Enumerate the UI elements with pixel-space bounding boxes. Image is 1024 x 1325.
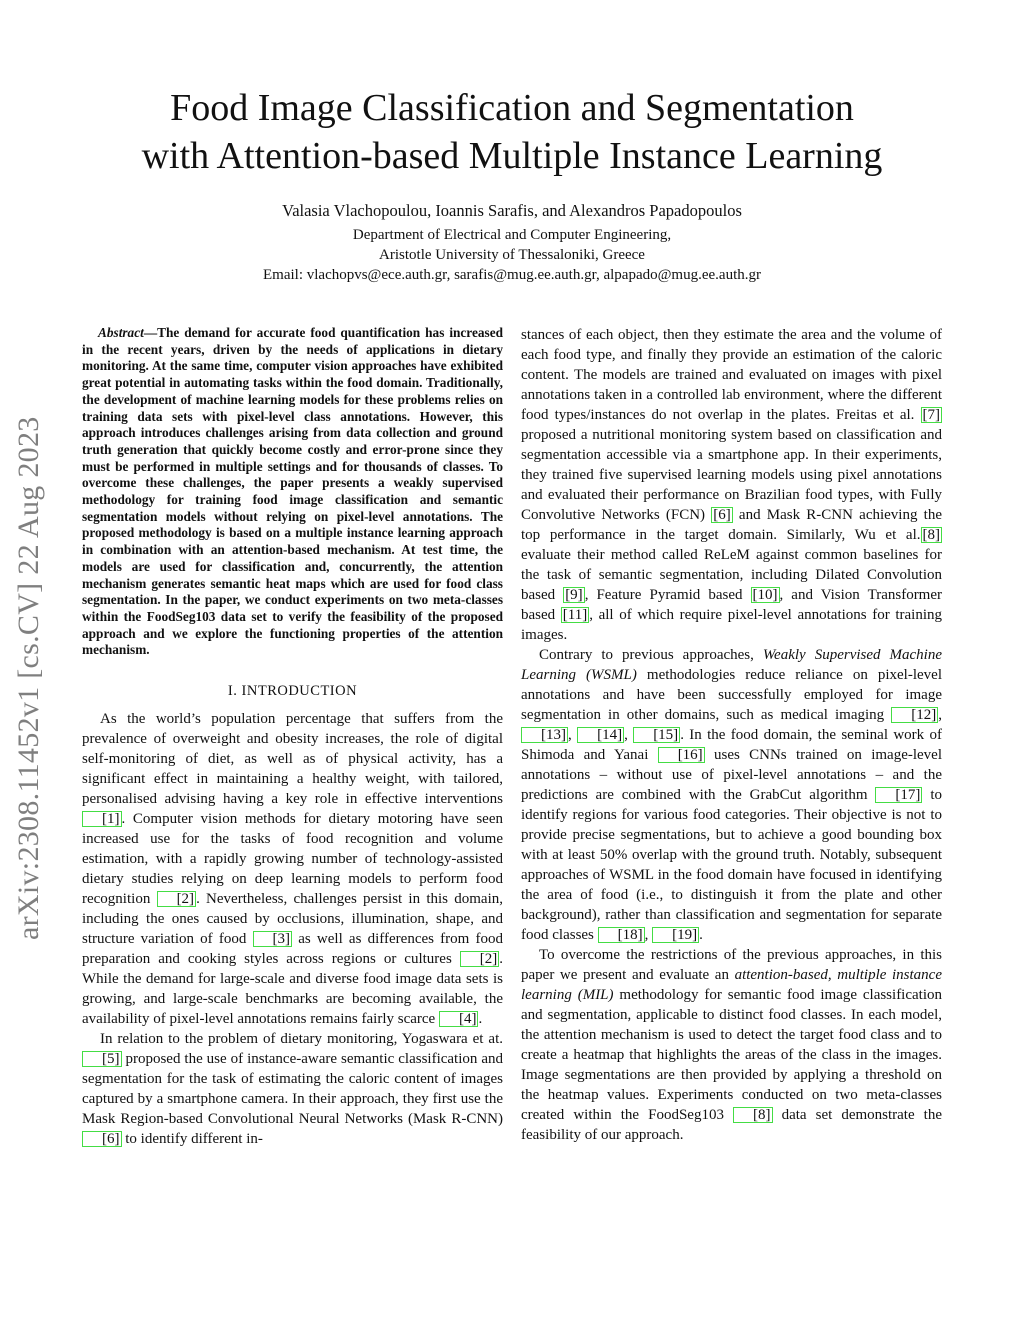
citation-link[interactable]: [18] (598, 927, 645, 943)
abstract-label: Abstract (98, 325, 144, 340)
intro-paragraph-1 (82, 709, 503, 1029)
text-run: to identify different in- (121, 1131, 263, 1148)
text-run: In relation to the problem of dietary monitoring, Yogaswara et at. (100, 1031, 503, 1048)
intro-paragraph-2-continued (521, 325, 942, 645)
text-run: proposed the use of instance-aware semantic classification and segmentation for the task of estimating the caloric content of images captured by a smartphone camera. In their approach, they first use the Mask Region-based Convolutional Neural Networks (Mask R-CNN) (82, 1051, 503, 1128)
intro-paragraph-2 (82, 1029, 503, 1149)
text-run: methodologies reduce reliance on pixel-level annotations and have been successfully employed for image segmentation in other domains, such as medical imaging (521, 667, 942, 723)
citation-link[interactable]: [3] (253, 931, 293, 947)
intro-paragraph-3 (521, 645, 942, 945)
affiliation-university: Aristotle University of Thessaloniki, Greece (379, 247, 645, 263)
text-run: . Nevertheless, challenges persist in this domain, including the ones caused by occlusions, illumination, shape, and structure variation of food (82, 891, 503, 948)
left-column (82, 325, 503, 1149)
citation-link[interactable]: [9] (565, 587, 583, 603)
text-run: , (644, 927, 653, 943)
section-heading-introduction (82, 681, 503, 701)
text-run: , (624, 727, 634, 743)
text-run: and Mask R-CNN achieving the top performance in the target domain. Similarly, Wu et al. (521, 507, 942, 543)
citation-link[interactable]: [15] (633, 727, 680, 743)
citation-link[interactable]: [10] (752, 587, 778, 603)
text-run: , (938, 707, 942, 723)
citation-link[interactable]: [12] (891, 707, 938, 723)
text-run: , all of which require pixel-level annotations for training images. (521, 607, 942, 643)
text-run: . (699, 927, 703, 943)
citation-link[interactable]: [16] (658, 747, 705, 763)
citation-link[interactable]: [13] (521, 727, 568, 743)
text-run: . While the demand for large-scale and diverse food image data sets is growing, and large-scale benchmarks are becoming available, the availability of pixel-level annotations remains fairly scarce (82, 951, 503, 1028)
paper-title (40, 84, 984, 180)
citation-link[interactable]: [14] (577, 727, 624, 743)
text-run: uses CNNs trained on image-level annotations – without use of pixel-level annotations – and the predictions are combined with the GrabCut algorithm (521, 747, 943, 803)
text-run: . (478, 1011, 483, 1028)
citation-link[interactable]: [5] (82, 1051, 122, 1067)
citation-link[interactable]: [19] (652, 927, 699, 943)
abstract (82, 325, 503, 659)
citation-link[interactable]: [6] (82, 1131, 122, 1147)
citation-link[interactable]: [8] (922, 527, 940, 543)
section-title-initial: I (241, 683, 247, 700)
title-line-2: with Attention-based Multiple Instance Learning (141, 135, 883, 177)
text-run: methodology for semantic food image classification and segmentation, applicable to distinct food classes. In each model, the attention mechanism is used to detect the target food class and to create a heatmap that highlights the areas of the class in the images. Image segmentations are then provided by applying a threshold on the heatmap values. Experiments conducted on two meta-classes created within the FoodSeg103 (521, 987, 943, 1123)
section-number: I. (227, 683, 242, 700)
affiliation-email: Email: vlachopvs@ece.auth.gr, sarafis@mug.ee.auth.gr, alpapado@mug.ee.auth.gr (263, 267, 761, 283)
emphasis-text: Weakly Supervised Machine Learning (WSML) (521, 647, 943, 683)
citation-link[interactable]: [17] (875, 787, 922, 803)
text-run: . Computer vision methods for dietary motoring have seen increased use for the tasks of food recognition and volume estimation, with a rapidly growing number of technology-assisted dietary studies relying on deep learning models to perform food recognition (82, 811, 503, 908)
text-run: data set demonstrate the feasibility of our approach. (521, 1107, 943, 1143)
citation-link[interactable]: [8] (733, 1107, 773, 1123)
arxiv-identifier-stamp: arXiv:2308.11452v1 [cs.CV] 22 Aug 2023 (12, 416, 45, 940)
citation-link[interactable]: [4] (439, 1011, 479, 1027)
text-run: to identify regions for various food categories. Their objective is not to provide precise segmentations, but to achieve a good bounding box with at least 50% overlap with the ground truth. Notably, subsequent approaches of WSML in the food domain have focused in identifying the area of food (i.e., to distinguish it from the plate and other background), rather than classification and segmentation for separate food classes (521, 787, 942, 943)
text-run: evaluate their method called ReLeM against common baselines for the task of semantic segmentation, including Dilated Convolution based (521, 547, 942, 603)
text-run: , Feature Pyramid based (584, 587, 751, 603)
title-line-1: Food Image Classification and Segmentation (170, 87, 854, 129)
citation-link[interactable]: [7] (922, 407, 940, 423)
section-title-rest: NTRODUCTION (246, 683, 358, 700)
text-run: proposed a nutritional monitoring system based on classification and segmentation accessible via a smartphone app. In their experiments, they trained five supervised learning models using pixel annotations and evaluated their performance on Brazilian food types, with Fully Convolutive Networks (FCN) (521, 427, 942, 523)
text-run: as well as differences from food preparation and cooking styles across regions or cultures (82, 931, 503, 968)
text-run: Contrary to previous approaches, (539, 647, 763, 663)
text-run: To overcome the restrictions of the previous approaches, in this paper we present and evaluate an (521, 947, 942, 983)
text-run: stances of each object, then they estimate the area and the volume of each food type, and finally they provide an estimation of the caloric content. The models are trained and evaluated on images with pixel annotations taken in a controlled lab environment, where the different food types/instances do not overlap in the plates. Freitas et al. (521, 327, 942, 423)
citation-link[interactable]: [11] (562, 607, 588, 623)
abstract-text: —The demand for accurate food quantification has increased in the recent years, driven by the needs of applications in dietary monitoring. At the same time, computer vision approaches have exhibited great potential in automating tasks within the food domain. Traditionally, the development of machine learning models for these problems relies on training data sets with pixel-level class annotations. However, this approach introduces challenges arising from data collection and ground truth generation that quickly become costly and error-prone since they must be performed in multiple settings and for thousands of classes. To overcome these challenges, the paper presents a weakly supervised methodology for training food image classification and semantic segmentation models without relying on pixel-level annotations. The proposed methodology is based on a multiple instance learning approach in combination with an attention-based mechanism. At test time, the models are used for classification and, concurrently, the attention mechanism generates semantic heat maps which are used for food class segmentation. In the paper, we conduct experiments on two meta-classes within the FoodSeg103 data set to verify the feasibility of the proposed approach and we explore the functioning properties of the attention mechanism. (82, 325, 503, 658)
text-run: , and Vision Transformer based (521, 587, 943, 623)
text-run: , (568, 727, 578, 743)
text-run: As the world’s population percentage that suffers from the prevalence of overweight and obesity increases, the role of digital self-monitoring of diet, as well as of physical activity, has a significant effect in maintaining a healthy weight, with tailored, personalised advising having a key role in effective interventions (82, 711, 503, 808)
affiliation-block (40, 225, 984, 285)
citation-link[interactable]: [2] (460, 951, 500, 967)
citation-link[interactable]: [2] (157, 891, 197, 907)
citation-link[interactable]: [6] (713, 507, 731, 523)
emphasis-text: attention-based, multiple instance learning (MIL) (521, 967, 942, 1003)
text-run: . In the food domain, the seminal work of Shimoda and Yanai (521, 727, 942, 763)
affiliation-department: Department of Electrical and Computer Engineering, (352, 227, 672, 243)
citation-link[interactable]: [1] (82, 811, 122, 827)
intro-paragraph-4 (521, 945, 942, 1145)
right-column (521, 325, 942, 1145)
author-list: Valasia Vlachopoulou, Ioannis Sarafis, and Alexandros Papadopoulos (282, 201, 742, 220)
